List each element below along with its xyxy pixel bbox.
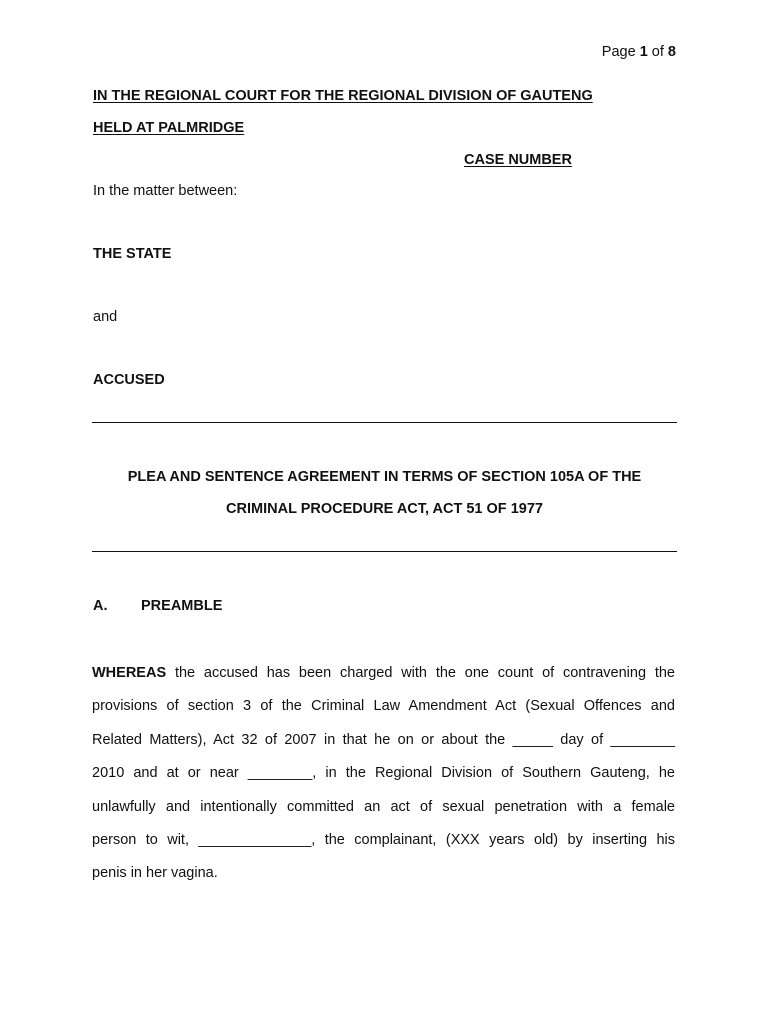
agreement-title-line-2: CRIMINAL PROCEDURE ACT, ACT 51 OF 1977: [226, 501, 543, 517]
paragraph-line-3: Related Matters), Act 32 of 2007 in that he on or about the _____ day of ________: [92, 732, 675, 748]
paragraph-line-5: unlawfully and intentionally committed an act of sexual penetration with a female: [92, 799, 675, 815]
agreement-title-line-1: PLEA AND SENTENCE AGREEMENT IN TERMS OF SECTION 105A OF THE: [127, 469, 642, 485]
party-conjunction: and: [93, 309, 118, 325]
paragraph-line-1-text: the accused has been charged with the one count of contravening the: [166, 665, 675, 681]
held-at: HELD AT PALMRIDGE: [93, 120, 245, 136]
paragraph-line-7: penis in her vagina.: [92, 865, 218, 881]
party-state: THE STATE: [93, 246, 172, 262]
page-prefix: Page: [601, 44, 640, 60]
section-number: A.: [93, 598, 108, 614]
page-total: 8: [667, 44, 676, 60]
paragraph-line-6: person to wit, ______________, the complainant, (XXX years old) by inserting his: [92, 832, 675, 848]
court-title: IN THE REGIONAL COURT FOR THE REGIONAL DIVISION OF GAUTENG: [93, 88, 593, 104]
page-of: of: [647, 44, 668, 60]
matter-between-intro: In the matter between:: [93, 183, 238, 199]
paragraph-line-4: 2010 and at or near ________, in the Regional Division of Southern Gauteng, he: [92, 765, 675, 781]
page-number: [602, 43, 676, 61]
lead-word: WHEREAS: [92, 665, 167, 681]
page-current: 1: [639, 44, 648, 60]
party-accused: ACCUSED: [93, 372, 165, 388]
divider-bottom: [92, 551, 677, 552]
paragraph-line-2: provisions of section 3 of the Criminal Law Amendment Act (Sexual Offences and: [92, 698, 675, 714]
section-heading: [93, 597, 222, 615]
paragraph-line-1: [92, 664, 675, 682]
section-title: PREAMBLE: [141, 598, 223, 614]
case-number-label: CASE NUMBER: [464, 152, 572, 168]
divider-top: [92, 422, 677, 423]
